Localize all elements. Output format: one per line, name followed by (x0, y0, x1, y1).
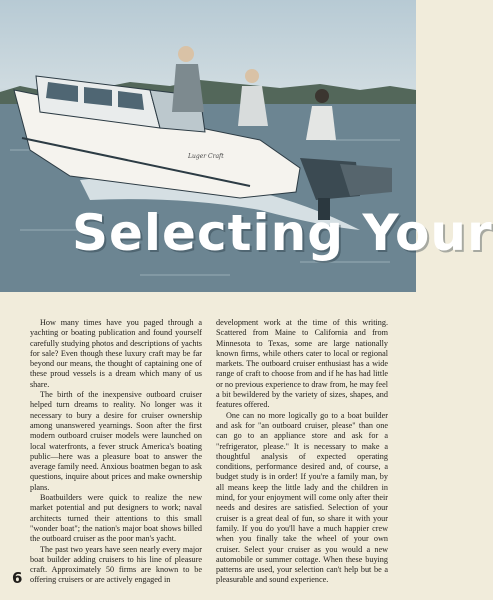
page-number: 6 (12, 569, 23, 587)
paragraph: The past two years have seen nearly every major boat builder adding cruisers to his line of pleasure craft. Approximately 50 firms are known to be offering cruisers or are actively engaged in (30, 544, 202, 585)
paragraph: Boatbuilders were quick to realize the new market potential and put designers to work; naval architects turned their attentions to this small "wonder boat"; the nation's major boat shows billed the outboard cruiser as the poor man's yacht. (30, 493, 202, 544)
boat-lettering: Luger Craft (188, 153, 224, 160)
paragraph-continued: development work at the time of this writing. Scattered from Maine to California and from Minnesota to Texas, some are large nationally known firms, while others cater to local or regional markets. The outboard cruiser enthusiast has a wide range of craft to choose from and if he has had little or no previous experience to draw from, he may feel a bit bewildered by the variety of sizes, shapes, and features offered. (216, 318, 388, 410)
hero-photo (0, 0, 493, 292)
article-column-right (216, 318, 388, 585)
paragraph: How many times have you paged through a yachting or boating publication and found yourself carefully studying photos and descriptions of yachts for sale? Even though these luxury craft may be far beyond our means, the thought of captaining one of these proud vessels is a dream which many of us share. (30, 318, 202, 389)
paragraph: One can no more logically go to a boat builder and ask for "an outboard cruiser, please" than one can go to an appliance store and ask for a "refrigerator, please." It is necessary to make a thoughtful analysis of expected operating conditions, performance desired and, of course, a budget study is in order! If you're a family man, by all means keep the little lady and the children in mind, for your enjoyment will come only after their needs and desires are satisfied. Selection of your cruiser is a great deal of fun, so share it with your family. If you do you'll have a much happier crew when you finally take the wheel of your own cruiser. Select your cruiser as you would a new automobile or summer cottage. When these buying patterns are used, your selection can't help but be a pleasurable and sound experience. (216, 410, 388, 585)
headline: Selecting Your (72, 204, 493, 262)
paragraph: The birth of the inexpensive outboard cruiser helped turn dreams to reality. No longer was it necessary to bury a desire for cruiser ownership among unanswered yearnings. Soon after the first modern outboard cruiser models were launched on local waterfronts, a fever struck America's boating public—here was a pleasure boat to answer the average family need. Anxious boatmen began to ask questions, inquire about prices and make ownership plans. (30, 390, 202, 492)
article-body (30, 318, 388, 585)
article-column-left (30, 318, 202, 585)
